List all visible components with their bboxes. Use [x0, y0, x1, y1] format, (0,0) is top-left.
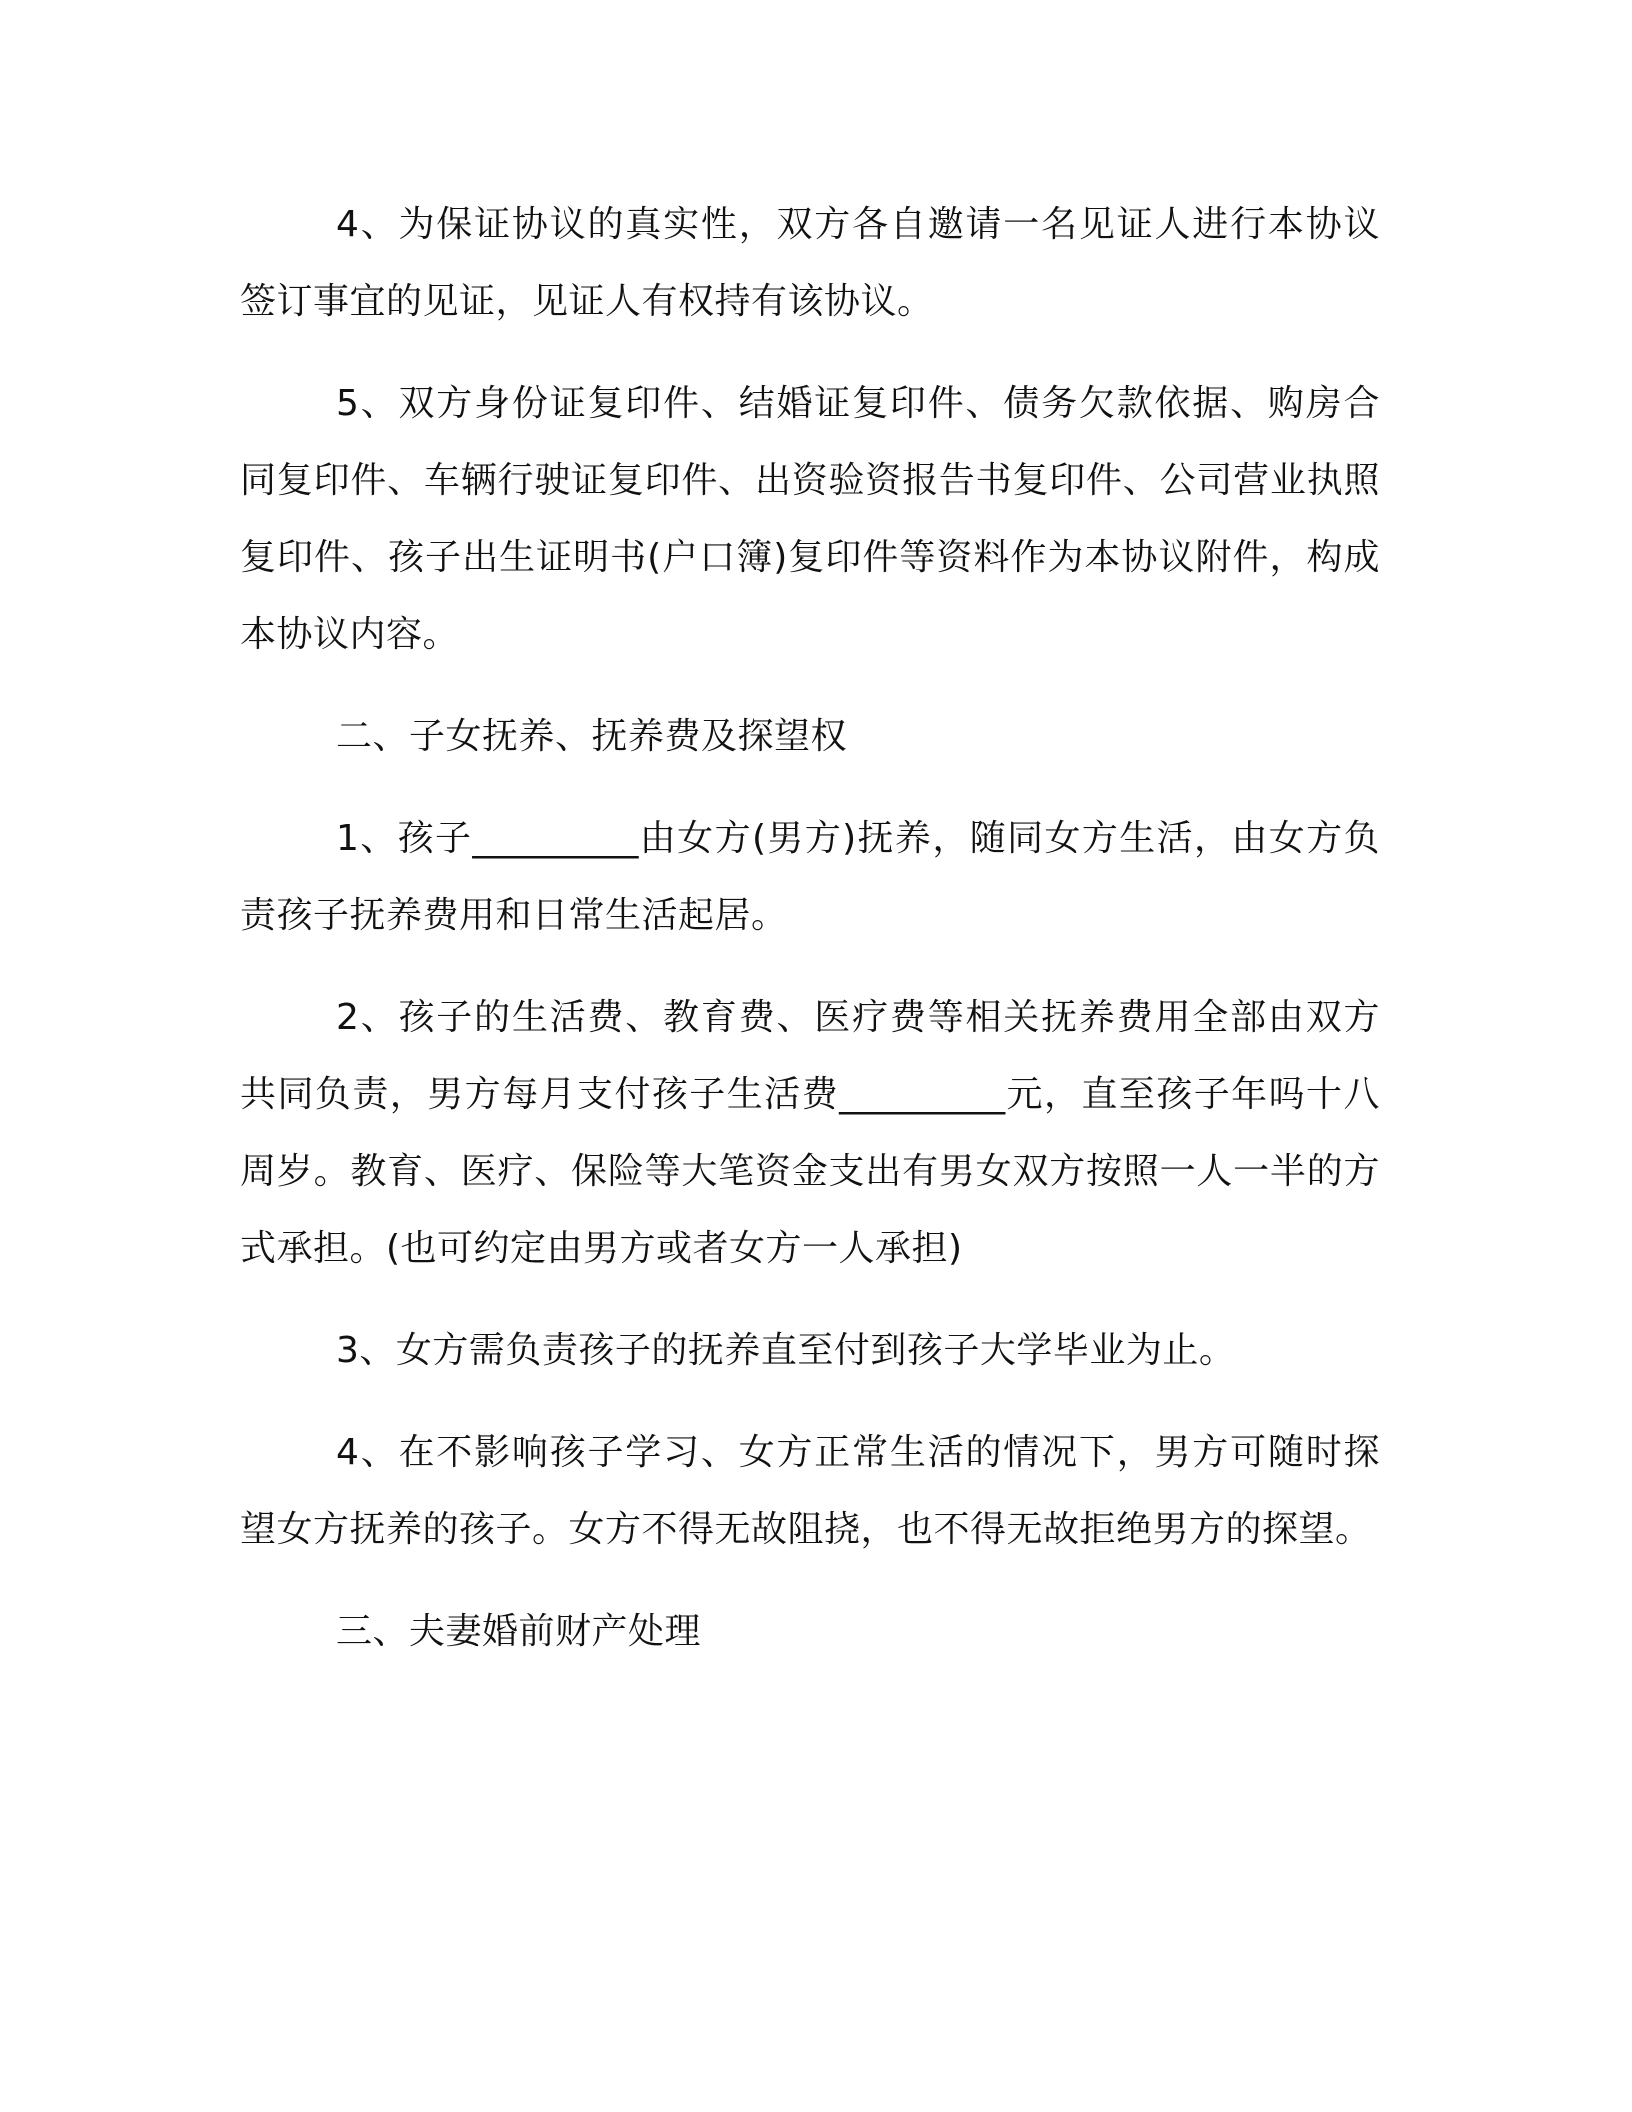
document-page: [240, 186, 1380, 1695]
section-heading-child-custody: 二、子女抚养、抚养费及探望权: [336, 716, 848, 757]
clause-1-custody: 1、孩子_________由女方(男方)抚养，随同女方生活，由女方负责孩子抚养费用和日常生活起居。: [240, 818, 1380, 936]
section-heading-premarital-property: 三、夫妻婚前财产处理: [336, 1611, 702, 1652]
clause-5-attachments: 5、双方身份证复印件、结婚证复印件、债务欠款依据、购房合同复印件、车辆行驶证复印件、出资验资报告书复印件、公司营业执照复印件、孩子出生证明书(户口簿)复印件等资料作为本协议附件，构成本协议内容。: [240, 383, 1380, 655]
clause-4-witness: 4、为保证协议的真实性，双方各自邀请一名见证人进行本协议签订事宜的见证，见证人有权持有该协议。: [240, 204, 1380, 322]
clause-3-support-until-graduation: 3、女方需负责孩子的抚养直至付到孩子大学毕业为止。: [336, 1330, 1236, 1371]
clause-2-support-fees: 2、孩子的生活费、教育费、医疗费等相关抚养费用全部由双方共同负责，男方每月支付孩子生活费_________元，直至孩子年吗十八周岁。教育、医疗、保险等大笔资金支出有男女双方按照一人一半的方式承担。(也可约定由男方或者女方一人承担): [240, 997, 1380, 1269]
clause-4-visitation: 4、在不影响孩子学习、女方正常生活的情况下，男方可随时探望女方抚养的孩子。女方不得无故阻挠，也不得无故拒绝男方的探望。: [240, 1432, 1380, 1550]
